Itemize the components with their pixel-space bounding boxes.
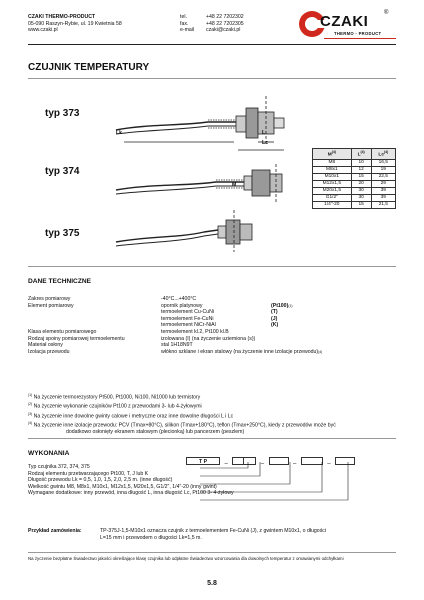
title-rule — [28, 78, 396, 79]
drawing-label-lk: Lk — [116, 130, 123, 136]
footnote: $^{(4)}$ Na życzenie inne izolacje przewodu: PCV (Tmax+80°C), silikon (Tmax+180°C), teflon (Tmax+250°C), kiedy z przewodów może być — [28, 420, 336, 429]
drawing-label-m: M — [232, 182, 237, 188]
sensor-375-drawing — [116, 210, 252, 252]
company-name: CZAKI THERMO-PRODUCT — [28, 14, 96, 20]
logo-registered: ® — [384, 10, 389, 16]
tech-row: termoelement Cu-CuNi (T) — [161, 309, 278, 316]
order-line: Wymagane dodatkowe: inny przewód, inna długość L, inna długość Lc, Pt100 3- 4-żyłowy — [28, 490, 234, 497]
example-text: TP-375J-1,5-M10x1 oznacza czujnik z termoelementem Fe-CuNi (J), z gwintem M10x1, o długości L=15 mm i przewodem o długości Lk=1,5 m. — [100, 528, 327, 541]
company-info — [28, 14, 122, 34]
thread-table-header — [313, 149, 396, 160]
tech-heading: DANE TECHNICZNE — [28, 278, 92, 285]
footnote: $^{(3)}$ Na życzenie inne dowolne gwinty calowe i metryczne oraz inne dowolne długości L i Lc — [28, 411, 234, 420]
table-row: M10x1 15 22,5 — [313, 173, 396, 180]
logo-subtitle: THERMO - PRODUCT — [334, 31, 382, 36]
email-value[interactable]: czaki@czaki.pl — [206, 27, 241, 34]
footnote: $^{(2)}$ Na życzenie wykonanie czujników Pt100 z przewodami 3- lub 4-żyłowymi — [28, 402, 202, 411]
tech-data-list — [28, 296, 396, 355]
type-label-374: typ 374 — [45, 166, 80, 177]
logo-text: CZAKI — [320, 13, 369, 30]
page-title: CZUJNIK TEMPERATURY — [28, 62, 150, 73]
drawing-label-l: L — [262, 130, 266, 136]
sensor-373-drawing — [116, 96, 284, 150]
thread-table — [312, 148, 396, 209]
example-label: Przykład zamówienia: — [28, 528, 82, 534]
company-website[interactable]: www.czaki.pl — [28, 27, 58, 34]
tech-row: Rodzaj spoiny pomiarowej termoelementu izolowana (I) (na życzenie uziemiona (s)) — [28, 335, 256, 342]
tech-row: Izolacja przewodu włókno szklane i ekran stalowy (na życzenie inne izolacje przewodu) (4) — [28, 348, 323, 355]
footnote: $^{(1)}$ Na życzenie termorezystory Pt500, Pt1000, Ni100, Ni1000 lub termistory — [28, 393, 201, 401]
table-row: M8 10 16,5 — [313, 159, 396, 166]
table-row: M20x1,5 30 39 — [313, 187, 396, 194]
col-header-m: $M^{(4)}$ — [313, 149, 352, 160]
section-rule — [28, 266, 396, 267]
tech-row: Materiał osłony stal 1H18N9T — [28, 342, 193, 349]
fax-value: +48 22 7202305 — [206, 20, 244, 27]
order-code-boxes: T P – – – – — [186, 452, 355, 470]
sensor-374-drawing — [116, 164, 282, 204]
page-number: 5.8 — [207, 580, 217, 587]
table-row: M8x1 12 19 — [313, 166, 396, 173]
tech-row: termoelement NiCr-NiAl (K) — [161, 322, 279, 329]
czaki-logo — [298, 8, 396, 42]
tech-row: Klasa elementu pomiarowego termoelement kl.2, Pt100 kl.B — [28, 328, 229, 335]
tech-row: termoelement Fe-CuNi (J) — [161, 315, 278, 322]
type-label-373: typ 373 — [45, 108, 80, 119]
order-line: Rodzaj elementu przetwarzającego Pt100, T, J lub K — [28, 470, 149, 477]
contact-labels — [180, 14, 194, 34]
table-row: G1/2" 30 39 — [313, 194, 396, 201]
order-code-prefix: T P — [186, 457, 220, 465]
section-rule — [28, 552, 396, 553]
company-address: 05-090 Raszyn-Rybie, ul. 19 Kwietnia 58 — [28, 20, 122, 27]
logo-underline — [324, 38, 396, 39]
col-header-lc: Lc$^{(4)}$ — [371, 149, 395, 160]
order-heading: WYKONANIA — [28, 450, 70, 457]
order-line: Wielkość gwintu M8, M8x1, M10x1, M12x1,5, M20x1,5, G1/2", 1/4"-20 (inny gwint) — [28, 483, 217, 490]
tel-value: +48 22 7202302 — [206, 14, 244, 20]
table-row: 1/4"-20 15 21,5 — [313, 201, 396, 208]
tech-row: Element pomiarowy opornik platynowy (Pt100) (1) — [28, 302, 293, 309]
col-header-l: $L^{(4)}$ — [351, 149, 371, 160]
sensor-drawings — [108, 86, 304, 256]
email-label: e-mail — [180, 27, 195, 34]
table-row: M12x1,5 20 29 — [313, 180, 396, 187]
type-label-375: typ 375 — [45, 228, 80, 239]
order-lines — [28, 464, 288, 497]
section-rule — [28, 438, 396, 439]
fax-label: fax. — [180, 20, 189, 27]
footnotes — [28, 392, 396, 436]
bottom-note: Na życzenie bezpłatne Świadectwo jakości określające klasę czujnika lub odpłatne Świadectwo wzorcowania dla dowolnych temperatur z omawianymi odchyłkami — [28, 556, 344, 561]
drawing-label-lc: Lc — [262, 140, 269, 146]
footnote: dodatkowo osłonięty ekranem stalowym (plecionką) lub pancerzem (peszlem) — [66, 429, 245, 436]
tech-row: Zakres pomiarowy -40°C...+400°C — [28, 296, 197, 302]
header-divider — [28, 44, 396, 45]
tel-label: tel. — [180, 14, 187, 20]
order-line: Typ czujnika 372, 374, 375 — [28, 464, 90, 470]
order-line: Długość przewodu Lk = 0,5, 1,0, 1,5, 2,0, 2,5 m. (inne długość) — [28, 477, 173, 484]
contact-values — [206, 14, 244, 34]
